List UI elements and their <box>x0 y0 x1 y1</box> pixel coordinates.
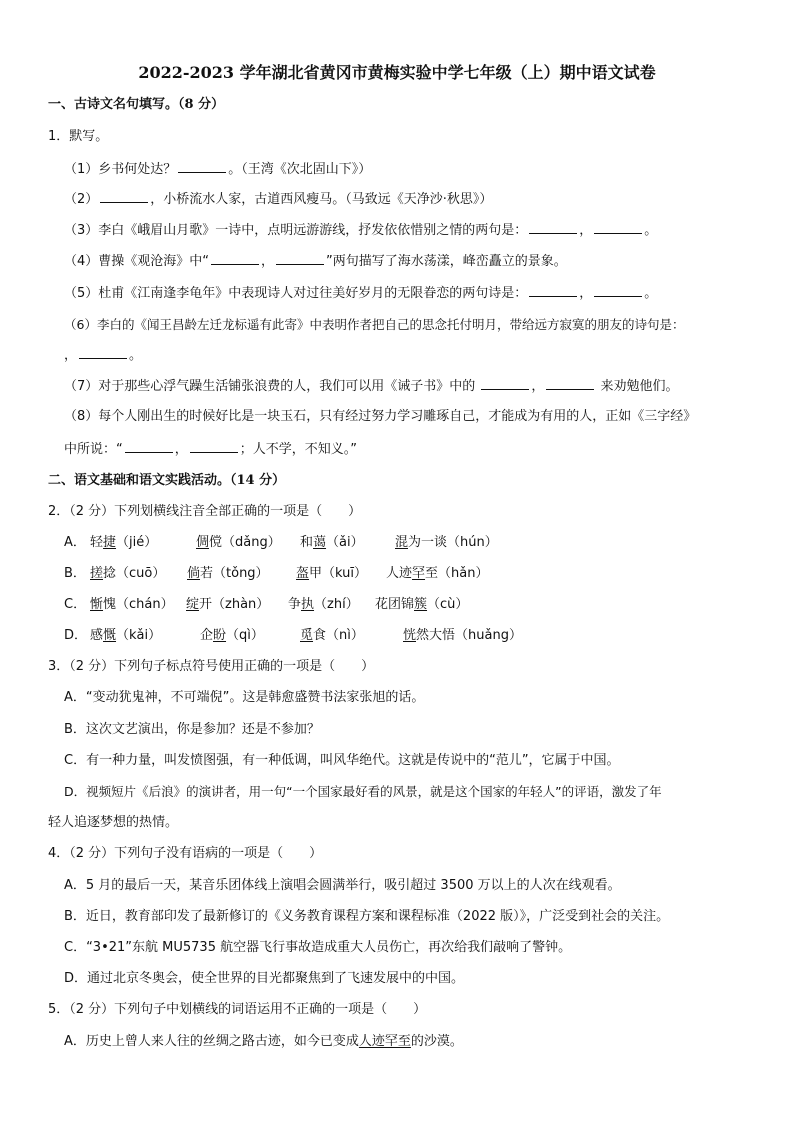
q3-option-a[interactable]: A．“变动犹鬼神，不可端倪”。这是韩愈盛赞书法家张旭的话。 <box>64 690 425 705</box>
q1-item-6 <box>64 316 684 334</box>
q1-item-6-cont <box>64 346 142 365</box>
q1-item-8-text: （8）每个人刚出生的时候好比是一块玉石，只有经过努力学习雕琢自己，才能成为有用的人，正如《三字经》 <box>64 409 697 424</box>
option-label: A． <box>64 535 86 550</box>
page-title: 2022-2023 学年湖北省黄冈市黄梅实验中学七年级（上）期中语文试卷 <box>138 63 656 82</box>
q5-a-tail: 的沙漠。 <box>410 1034 463 1049</box>
q4-option-a[interactable]: A．5 月的最后一天，某音乐团体线上演唱会圆满举行，吸引超过 3500 万以上的人次在线观看。 <box>64 878 621 893</box>
q2-option-a[interactable] <box>64 534 86 552</box>
question-1-label: 1．默写。 <box>48 129 109 144</box>
q2-d-word-2: 企盼（qì） <box>200 628 264 643</box>
q2-a-word-2: 倜傥（dǎng） <box>196 535 281 550</box>
q2-d-word-3: 觅食（nì） <box>300 628 364 643</box>
q2-a-word-4: 混为一谈（hún） <box>395 535 498 550</box>
q1-item-1-text: （1）乡书何处达？ <box>64 162 177 177</box>
q2-option-b[interactable] <box>64 565 86 583</box>
q1-item-8 <box>64 408 696 426</box>
answer-blank[interactable] <box>546 377 594 390</box>
comma: ， <box>64 348 78 363</box>
answer-blank[interactable] <box>178 160 226 173</box>
question-4-stem: 4．（2 分）下列句子没有语病的一项是（ ） <box>48 846 323 861</box>
comma: ， <box>531 379 545 394</box>
answer-blank[interactable] <box>276 252 324 265</box>
answer-blank[interactable] <box>594 221 642 234</box>
option-label: C． <box>64 597 87 612</box>
q1-item-4-text: （4）曹操《观沧海》中“ <box>64 254 210 269</box>
q1-item-4 <box>64 252 567 271</box>
q1-item-5 <box>64 284 657 303</box>
q1-item-1 <box>64 160 371 179</box>
q5-a-underlined: 人迹罕至 <box>358 1034 411 1049</box>
answer-blank[interactable] <box>79 346 127 359</box>
period: 。 <box>129 348 143 363</box>
question-3-stem: 3．（2 分）下列句子标点符号使用正确的一项是（ ） <box>48 659 375 674</box>
answer-blank[interactable] <box>100 190 148 203</box>
q1-item-1-source: 。（王湾《次北固山下》） <box>228 162 372 177</box>
q2-b-word-3: 盔甲（kuī） <box>296 566 367 581</box>
answer-blank[interactable] <box>529 284 577 297</box>
option-label: D． <box>64 628 88 643</box>
q2-c-word-1: 惭愧（chán） <box>90 597 174 612</box>
q3-option-d[interactable]: D．视频短片《后浪》的演讲者，用一句“一个国家最好看的风景，就是这个国家的年轻人”的评语，激发了年 <box>64 784 662 799</box>
q2-b-word-4: 人迹罕至（hǎn） <box>386 566 489 581</box>
q5-option-a[interactable] <box>64 1033 463 1051</box>
answer-blank[interactable] <box>211 252 259 265</box>
q2-b-word-1: 搓捻（cuō） <box>90 566 166 581</box>
answer-blank[interactable] <box>125 440 173 453</box>
question-2-stem: 2．（2 分）下列划横线注音全部正确的一项是（ ） <box>48 504 362 519</box>
q1-item-2-text: （2） <box>64 192 99 207</box>
period: 。 <box>644 223 658 238</box>
q2-c-word-3: 争执（zhí） <box>288 597 359 612</box>
q1-item-4-tail: ”两句描写了海水荡漾，峰峦矗立的景象。 <box>326 254 567 269</box>
period: 。 <box>644 286 658 301</box>
q5-a-text: A．历史上曾人来人往的丝绸之路古迹，如今已变成 <box>64 1034 359 1049</box>
q2-d-word-4: 恍然大悟（huǎng） <box>403 628 522 643</box>
q2-d-word-1: 感慨（kǎi） <box>90 628 162 643</box>
q1-item-5-text: （5）杜甫《江南逢李龟年》中表现诗人对过往美好岁月的无限眷恋的两句诗是： <box>64 286 528 301</box>
q4-option-b[interactable]: B．近日，教育部印发了最新修订的《义务教育课程方案和课程标准（2022 版）》，广泛受到社会的关注。 <box>64 909 670 924</box>
q3-option-b[interactable]: B．这次文艺演出，你是参加？还是不参加？ <box>64 722 320 737</box>
q4-option-d[interactable]: D．通过北京冬奥会，使全世界的目光都聚焦到了飞速发展中的中国。 <box>64 971 465 986</box>
answer-blank[interactable] <box>481 377 529 390</box>
q1-item-2 <box>64 190 492 209</box>
q1-item-8-cont <box>64 440 357 459</box>
q1-item-7-text: （7）对于那些心浮气躁生活铺张浪费的人，我们可以用《诫子书》中的 <box>64 379 480 394</box>
q2-c-word-2: 绽开（zhàn） <box>186 597 270 612</box>
answer-blank[interactable] <box>594 284 642 297</box>
section-2-heading: 二、语文基础和语文实践活动。（14 分） <box>48 473 286 488</box>
section-1-heading: 一、古诗文名句填写。（8 分） <box>48 97 225 112</box>
q1-item-2-source: ，小桥流水人家，古道西风瘦马。（马致远《天净沙·秋思》） <box>150 192 493 207</box>
answer-blank[interactable] <box>529 221 577 234</box>
comma: ， <box>579 286 593 301</box>
comma: ， <box>261 254 275 269</box>
q1-item-8-tail: ；人不学，不知义。” <box>239 442 358 457</box>
comma: ， <box>174 442 188 457</box>
option-label: B． <box>64 566 86 581</box>
q1-item-8-lead: 中所说：“ <box>64 442 123 457</box>
q1-item-3-text: （3）李白《峨眉山月歌》一诗中，点明远游游线，抒发依依惜别之情的两句是： <box>64 223 528 238</box>
q2-option-c[interactable] <box>64 596 86 614</box>
q1-item-6-text: （6）李白的《闻王昌龄左迁龙标遥有此寄》中表明作者把自己的思念托付明月，带给远方寂寞的朋友的诗句是： <box>64 317 685 332</box>
q2-option-d[interactable] <box>64 627 87 645</box>
q4-option-c[interactable]: C．“3•21”东航 MU5735 航空器飞行事故造成重大人员伤亡，再次给我们敲响了警钟。 <box>64 940 572 955</box>
q2-b-word-2: 倘若（tǒng） <box>187 566 269 581</box>
comma: ， <box>579 223 593 238</box>
q2-a-word-1: 轻捷（jié） <box>90 535 158 550</box>
q1-item-7 <box>64 377 679 396</box>
question-5-stem: 5．（2 分）下列句子中划横线的词语运用不正确的一项是（ ） <box>48 1002 427 1017</box>
q1-item-3 <box>64 221 657 240</box>
answer-blank[interactable] <box>190 440 238 453</box>
q3-option-d-cont: 轻人追逐梦想的热情。 <box>48 815 179 830</box>
q2-c-word-4: 花团锦簇（cù） <box>375 597 469 612</box>
q2-a-word-3: 和蔼（ǎi） <box>300 535 364 550</box>
q3-option-c[interactable]: C．有一种力量，叫发愤图强，有一种低调，叫风华绝代。这就是传说中的“范儿”，它属于中国。 <box>64 753 620 768</box>
q1-item-7-tail: 来劝勉他们。 <box>596 379 679 394</box>
